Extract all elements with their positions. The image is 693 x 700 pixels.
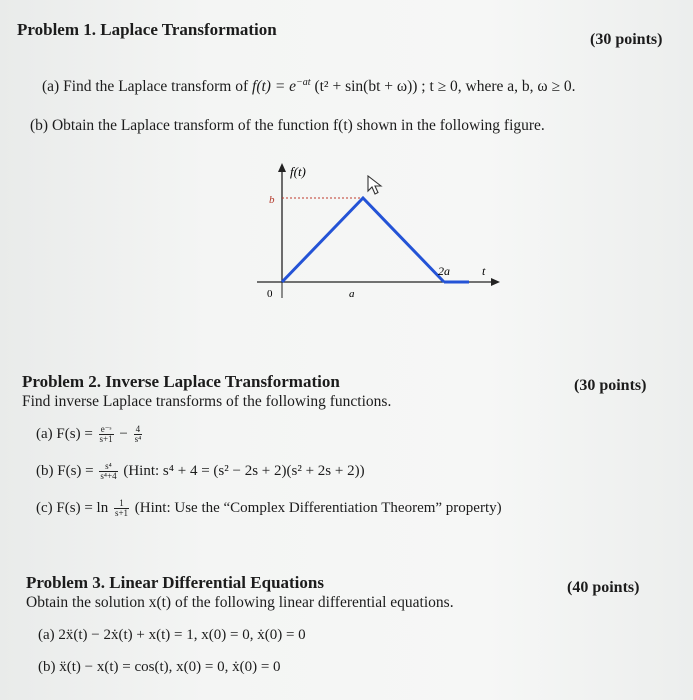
problem2-title: Problem 2. Inverse Laplace Transformation	[22, 372, 340, 391]
problem3-part-b: (b) ẍ(t) − x(t) = cos(t), x(0) = 0, ẋ(0) = 0	[38, 659, 281, 675]
problem1-a-exponent: −at	[296, 77, 311, 88]
x-axis-arrow	[491, 278, 500, 286]
problem2-part-c	[36, 499, 502, 518]
problem1-a-func: f(t) = e	[252, 78, 297, 96]
fraction-denominator: s⁴+4	[100, 471, 117, 481]
fraction-numerator: s⁴	[99, 462, 117, 472]
fraction-exp-over-s-plus-1	[99, 425, 114, 444]
problem2-points: (30 points)	[574, 377, 647, 394]
problem2-b-hint: (Hint: s⁴ + 4 = (s² − 2s + 2)(s² + 2s + 2))	[123, 462, 365, 479]
problem1-part-a	[42, 77, 575, 96]
problem2-a-prefix: (a) F(s) =	[36, 425, 93, 442]
minus-sign: −	[119, 425, 128, 442]
problem1-title: Problem 1. Laplace Transformation	[17, 20, 277, 39]
x-axis-label: t	[482, 264, 486, 278]
fraction-denominator: s+1	[114, 508, 129, 518]
problem3-points: (40 points)	[567, 579, 640, 596]
fraction-s4-over-s4-plus-4	[99, 462, 117, 481]
function-line	[282, 198, 444, 282]
fraction-numerator: e⁻ˢ	[99, 425, 114, 435]
problem2-part-a	[36, 425, 144, 444]
problem2-intro: Find inverse Laplace transforms of the following functions.	[22, 393, 392, 410]
problem2-c-prefix: (c) F(s) = ln	[36, 499, 109, 516]
y-axis-arrow	[278, 163, 286, 172]
problem1-part-b: (b) Obtain the Laplace transform of the function f(t) shown in the following figure.	[30, 117, 545, 134]
a-label: a	[349, 288, 355, 300]
two-a-label: 2a	[438, 264, 450, 278]
problem1-points: (30 points)	[590, 31, 663, 48]
fraction-4-over-s4	[134, 425, 143, 444]
problem2-b-prefix: (b) F(s) =	[36, 462, 94, 479]
y-axis-label: f(t)	[290, 164, 306, 179]
problem3-part-a: (a) 2ẍ(t) − 2ẋ(t) + x(t) = 1, x(0) = 0, ẋ(0) = 0	[38, 627, 306, 643]
b-label: b	[269, 194, 275, 206]
problem3-title: Problem 3. Linear Differential Equations	[26, 573, 324, 592]
fraction-denominator: s⁴	[134, 434, 142, 444]
problem3-intro: Obtain the solution x(t) of the following linear differential equations.	[26, 594, 454, 611]
problem1-a-label: (a) Find the Laplace transform of	[42, 78, 249, 96]
problem2-part-b	[36, 462, 365, 481]
fraction-1-over-s-plus-1	[114, 499, 129, 518]
fraction-denominator: s+1	[99, 434, 113, 444]
fraction-numerator: 4	[134, 425, 143, 435]
mouse-pointer-icon	[366, 175, 384, 197]
problem1-a-rest: (t² + sin(bt + ω)) ; t ≥ 0, where a, b, ω ≥ 0.	[314, 78, 576, 96]
fraction-numerator: 1	[114, 499, 129, 509]
origin-label: 0	[267, 288, 273, 300]
piecewise-function-figure	[255, 160, 515, 300]
problem2-c-hint: (Hint: Use the “Complex Differentiation Theorem” property)	[134, 499, 502, 516]
